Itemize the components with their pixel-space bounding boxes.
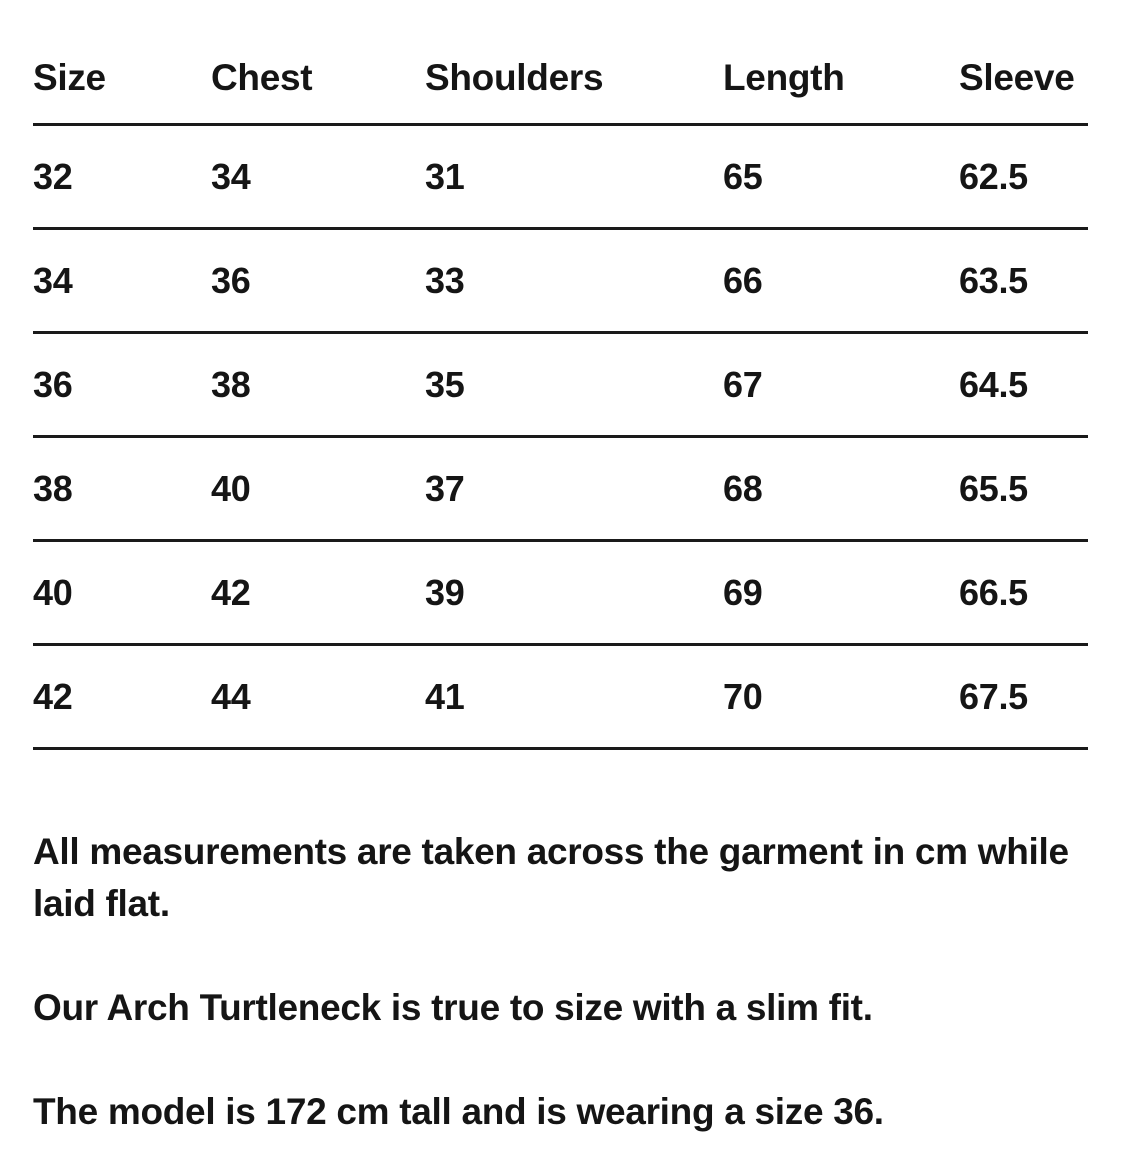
- cell-length: 68: [723, 467, 763, 509]
- table-row: [33, 126, 1088, 230]
- table-row: [33, 438, 1088, 542]
- cell-size: 36: [33, 363, 73, 405]
- cell-size: 38: [33, 467, 73, 509]
- cell-shoulders: 31: [425, 155, 465, 197]
- cell-shoulders: 33: [425, 259, 465, 301]
- cell-shoulders: 35: [425, 363, 465, 405]
- cell-sleeve: 65.5: [959, 467, 1028, 509]
- header-chest: Chest: [211, 56, 313, 98]
- fit-note: Our Arch Turtleneck is true to size with a slim fit.: [33, 987, 873, 1028]
- model-note: The model is 172 cm tall and is wearing a size 36.: [33, 1091, 884, 1132]
- header-shoulders: Shoulders: [425, 56, 604, 98]
- table-row: [33, 646, 1088, 750]
- table-header-row: [33, 30, 1088, 126]
- cell-sleeve: 66.5: [959, 571, 1028, 613]
- cell-sleeve: 67.5: [959, 675, 1028, 717]
- cell-chest: 42: [211, 571, 251, 613]
- cell-length: 65: [723, 155, 763, 197]
- header-sleeve: Sleeve: [959, 56, 1075, 98]
- size-chart-table: [33, 30, 1088, 750]
- header-length: Length: [723, 56, 845, 98]
- size-notes: [33, 826, 1093, 1138]
- cell-sleeve: 63.5: [959, 259, 1028, 301]
- table-row: [33, 334, 1088, 438]
- cell-size: 32: [33, 155, 73, 197]
- table-row: [33, 230, 1088, 334]
- measurement-note: All measurements are taken across the garment in cm while laid flat.: [33, 831, 1069, 924]
- cell-length: 69: [723, 571, 763, 613]
- cell-shoulders: 41: [425, 675, 465, 717]
- cell-chest: 34: [211, 155, 251, 197]
- table-row: [33, 542, 1088, 646]
- cell-chest: 38: [211, 363, 251, 405]
- cell-size: 40: [33, 571, 73, 613]
- cell-length: 70: [723, 675, 763, 717]
- cell-sleeve: 64.5: [959, 363, 1028, 405]
- header-size: Size: [33, 56, 106, 98]
- cell-chest: 40: [211, 467, 251, 509]
- cell-chest: 36: [211, 259, 251, 301]
- cell-sleeve: 62.5: [959, 155, 1028, 197]
- cell-chest: 44: [211, 675, 251, 717]
- cell-size: 42: [33, 675, 73, 717]
- cell-shoulders: 39: [425, 571, 465, 613]
- cell-length: 66: [723, 259, 763, 301]
- cell-length: 67: [723, 363, 763, 405]
- cell-shoulders: 37: [425, 467, 465, 509]
- cell-size: 34: [33, 259, 73, 301]
